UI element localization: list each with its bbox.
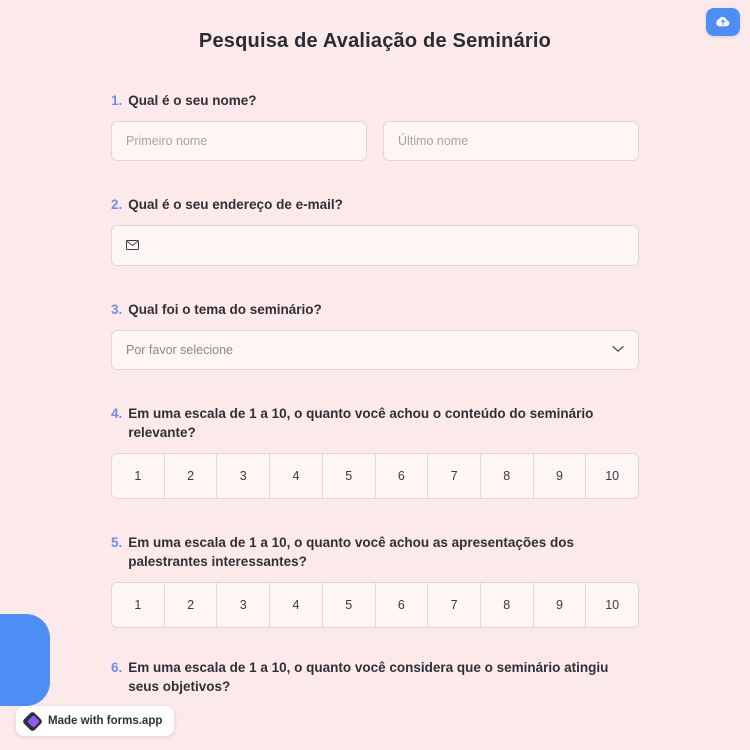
forms-app-logo-icon (24, 713, 41, 730)
page-title: Pesquisa de Avaliação de Seminário (198, 30, 552, 52)
forms-app-badge-label: Made with forms.app (48, 715, 163, 727)
scale-option[interactable]: 9 (534, 454, 587, 498)
scale-option[interactable]: 3 (217, 454, 270, 498)
first-name-input[interactable]: Primeiro nome (111, 121, 367, 161)
question-5 (111, 533, 639, 628)
forms-app-badge[interactable] (16, 706, 174, 736)
question-6-header (111, 658, 639, 696)
scale-option[interactable]: 1 (112, 454, 165, 498)
scale-option[interactable]: 7 (428, 454, 481, 498)
question-3-header (111, 300, 639, 319)
scale-option[interactable]: 5 (323, 583, 376, 627)
question-2-header (111, 195, 639, 214)
scale-option[interactable]: 1 (112, 583, 165, 627)
scale-option[interactable]: 4 (270, 454, 323, 498)
question-4-header (111, 404, 639, 442)
question-2 (111, 195, 639, 266)
chevron-down-icon (612, 344, 624, 356)
question-5-header (111, 533, 639, 571)
question-6 (111, 658, 639, 696)
scale-option[interactable]: 8 (481, 454, 534, 498)
cloud-upload-icon (715, 15, 731, 29)
question-5-number: 5. (111, 535, 123, 550)
scale-option[interactable]: 6 (376, 454, 429, 498)
scale-option[interactable]: 2 (165, 583, 218, 627)
scale-option[interactable]: 6 (376, 583, 429, 627)
form-body (111, 53, 639, 696)
scale-option[interactable]: 10 (605, 469, 620, 483)
question-3-number: 3. (111, 302, 123, 317)
question-2-number: 2. (111, 197, 123, 212)
scale-option[interactable]: 7 (428, 583, 481, 627)
decorative-blob (0, 614, 50, 706)
question-1 (111, 91, 639, 161)
question-4 (111, 404, 639, 499)
scale-q4[interactable] (111, 453, 639, 499)
envelope-icon (126, 240, 139, 252)
name-fields-row (111, 121, 639, 161)
question-1-header (111, 91, 639, 110)
question-6-number: 6. (111, 660, 123, 675)
question-5-label: Em uma escala de 1 a 10, o quanto você achou as apresentações dos palestrantes interessantes? (128, 535, 574, 569)
question-3 (111, 300, 639, 370)
seminar-topic-select[interactable] (111, 330, 639, 370)
save-button[interactable] (706, 8, 740, 36)
question-4-number: 4. (111, 406, 123, 421)
email-input[interactable] (111, 225, 639, 266)
question-1-number: 1. (111, 93, 123, 108)
question-6-label: Em uma escala de 1 a 10, o quanto você considera que o seminário atingiu seus objetivos? (128, 660, 609, 694)
scale-option[interactable]: 9 (534, 583, 587, 627)
scale-option[interactable]: 10 (605, 598, 620, 612)
scale-option[interactable]: 8 (481, 583, 534, 627)
question-3-label: Qual foi o tema do seminário? (128, 302, 322, 317)
question-2-label: Qual é o seu endereço de e-mail? (128, 197, 343, 212)
scale-option[interactable]: 5 (323, 454, 376, 498)
seminar-topic-value: Por favor selecione (126, 343, 234, 357)
last-name-input[interactable]: Último nome (383, 121, 639, 161)
scale-option[interactable]: 2 (165, 454, 218, 498)
question-4-label: Em uma escala de 1 a 10, o quanto você achou o conteúdo do seminário relevante? (128, 406, 594, 440)
scale-option[interactable]: 4 (270, 583, 323, 627)
question-1-label: Qual é o seu nome? (128, 93, 257, 108)
scale-q5[interactable] (111, 582, 639, 628)
scale-option[interactable]: 3 (217, 583, 270, 627)
